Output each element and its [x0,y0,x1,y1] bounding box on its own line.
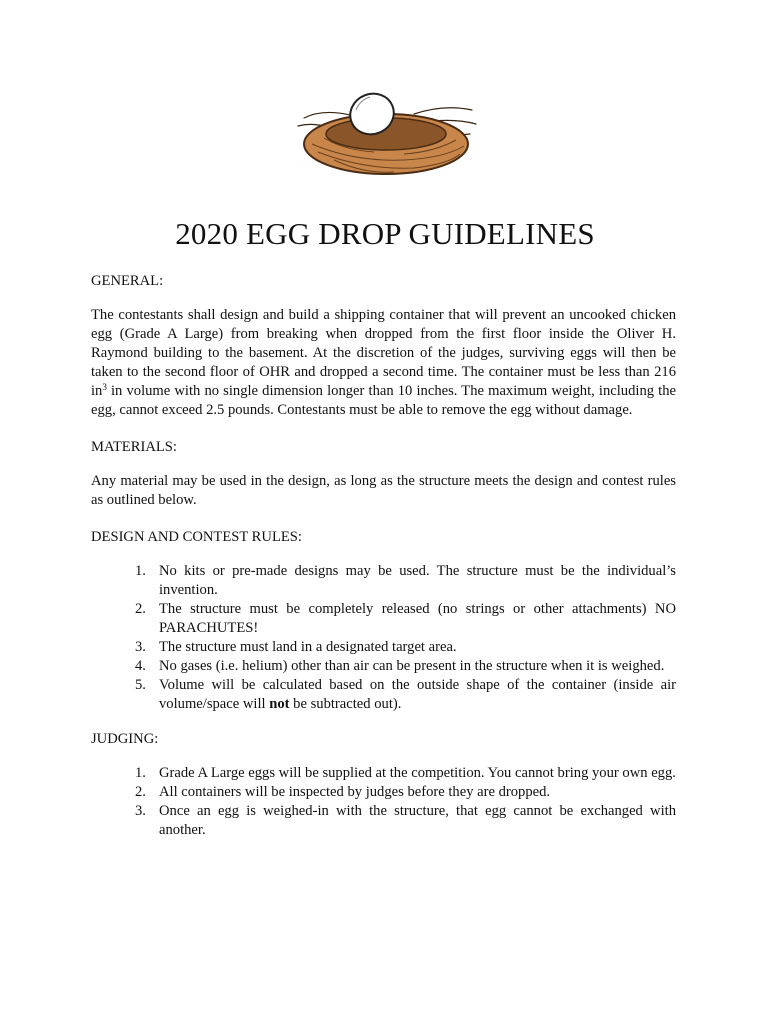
emphasis-not: not [269,696,290,712]
general-heading: GENERAL: [91,273,164,289]
judging-heading: JUDGING: [91,731,159,747]
design-rules-heading: DESIGN AND CONTEST RULES: [91,529,302,545]
design-rules-list [91,562,676,714]
document-body [91,272,676,856]
list-item: 5. Volume will be calculated based on the outside shape of the container (inside air volume/space will not be subtracted out). [135,677,676,712]
list-item: 4. No gases (i.e. helium) other than air can be present in the structure when it is weighed. [135,658,665,674]
list-item: 1. No kits or pre-made designs may be used. The structure must be the individual’s invention. [135,563,676,598]
page-title: 2020 EGG DROP GUIDELINES [175,216,595,251]
materials-heading: MATERIALS: [91,439,177,455]
egg-in-nest-icon [294,88,478,180]
list-item: 3. Once an egg is weighed-in with the structure, that egg cannot be exchanged with another. [135,803,676,838]
judging-list [91,764,676,840]
materials-paragraph: Any material may be used in the design, as long as the structure meets the design and contest rules as outlined below. [91,473,676,508]
list-item: 3. The structure must land in a designated target area. [135,639,457,655]
list-item: 2. All containers will be inspected by judges before they are dropped. [135,784,551,800]
list-item: 2. The structure must be completely released (no strings or other attachments) NO PARACHUTES! [135,601,676,636]
general-paragraph: The contestants shall design and build a shipping container that will prevent an uncooked chicken egg (Grade A Large) from breaking when dropped from the first floor inside the Oliver H. Raymond building to the basement. At the discretion of the judges, surviving eggs will then be taken to the second floor of OHR and dropped a second time. The container must be less than 216 $in^3$ in volume with no single dimension longer than 10 inches. The maximum weight, including the egg, cannot exceed 2.5 pounds. Contestants must be able to remove the egg without damage. [91,307,676,418]
superscript-cubed: 3 [102,382,107,392]
list-item: 1. Grade A Large eggs will be supplied at the competition. You cannot bring your own egg. [135,765,676,781]
